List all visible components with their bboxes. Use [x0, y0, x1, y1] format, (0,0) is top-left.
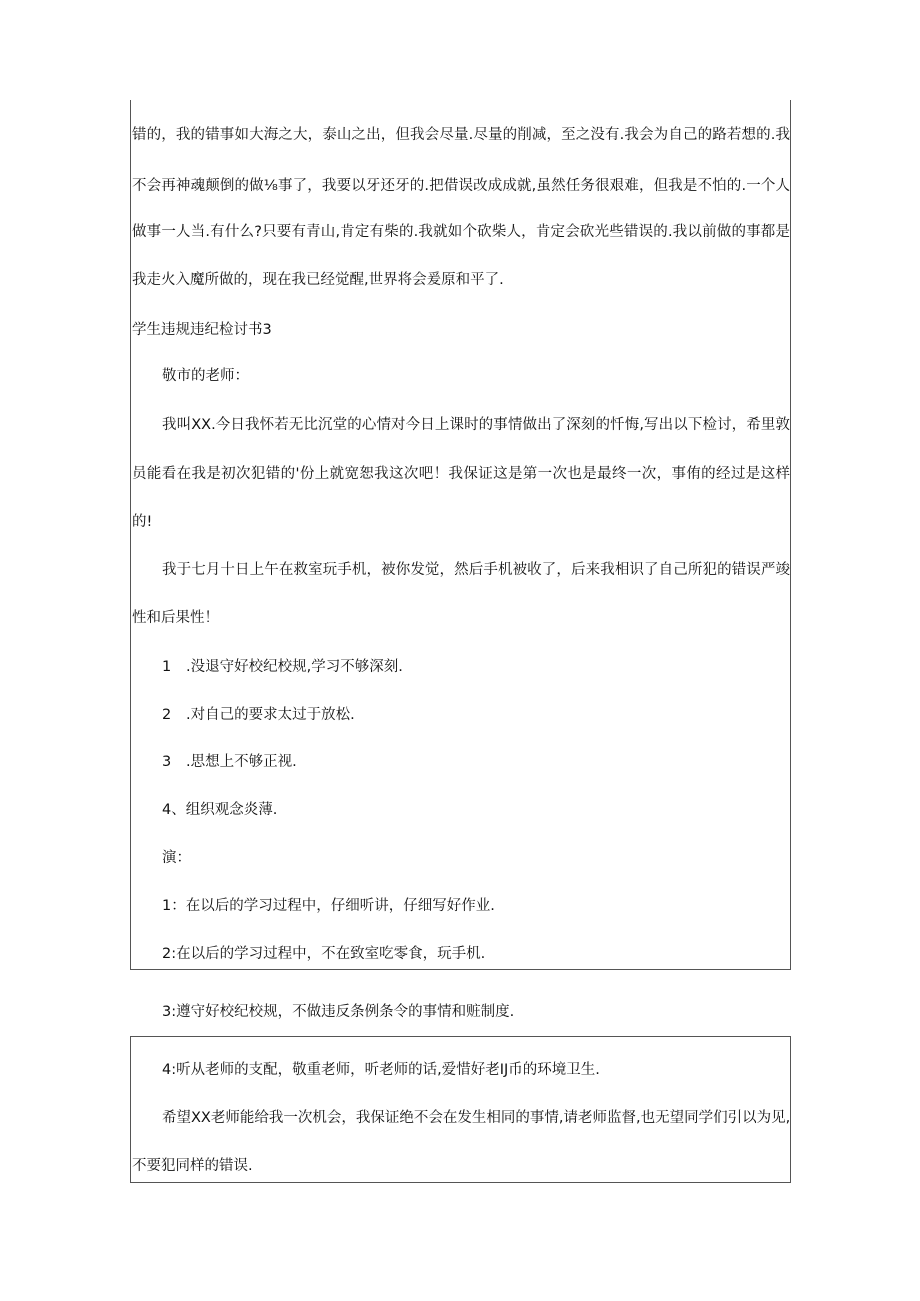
reason-text: .对自己的要求太过于放松.: [186, 707, 355, 723]
reason-number: 2: [162, 707, 172, 723]
paragraph3-line: 我于七月十日上午在救室玩手机，被你发觉，然后手机被收了，后来我相识了自己所犯的错误严竣: [162, 562, 790, 578]
salutation: 敬市的老师：: [162, 368, 249, 384]
reason-number: 1: [162, 659, 172, 675]
reason-item: [162, 657, 403, 677]
paragraph3-line: 性和后果性！: [132, 610, 219, 626]
closing-line: 希望XX老师能给我一次机会，我保证绝不会在发生相同的事情,请老师监督,也无望同学们引以为见,: [162, 1110, 791, 1126]
measure-item: 4:听从老师的支配，敬重老师，听老师的话,爱惜好老IJ币的环境卫生.: [162, 1062, 600, 1078]
reason-number: 3: [162, 754, 172, 770]
paragraph2-line: 员能看在我是初次犯错的'份上就宽恕我这次吧！我保证这是第一次也是最终一次，事侑的经过是这样: [132, 466, 790, 482]
measure-item: 3:遵守好校纪校规，不做违反条例条令的事情和赃制度.: [162, 1004, 515, 1020]
paragraph1-line: 做事一人当.有什么?只要有青山,肯定有柴的.我就如个砍柴人，肯定会砍光些错误的.我以前做的事都是: [132, 224, 790, 240]
paragraph1-line: 错的，我的错事如大海之大，泰山之出，但我会尽量.尽量的削减，至之没有.我会为自己的路若想的.我: [132, 127, 790, 143]
closing-line: 不要犯同样的错误.: [132, 1158, 253, 1174]
reason-item: [162, 705, 355, 725]
reason-item: 4、组织观念炎薄.: [162, 802, 278, 818]
section-title: 学生违规违纪检讨书3: [132, 322, 272, 338]
reason-item: [162, 752, 297, 772]
measures-label: 演：: [162, 850, 191, 866]
reason-text: .没退守好校纪校规,学习不够深刻.: [186, 659, 403, 675]
paragraph2-line: 我叫XX.今日我怀若无比沉堂的心情对今日上课时的事情做出了深刻的忏悔,写出以下检讨，希里敦: [162, 417, 790, 433]
paragraph1-line: 我走火入魔所做的，现在我已经觉醒,世界将会爰原和平了.: [132, 272, 504, 288]
measure-item: 2:在以后的学习过程中，不在致室吃零食，玩手机.: [162, 946, 486, 962]
reason-text: .思想上不够正视.: [186, 754, 297, 770]
paragraph1-line: 不会再神魂颠倒的做⅛事了，我要以牙还牙的.把借误改成成就,虽然任务很艰难，但我是不怕的.一个人: [132, 178, 790, 194]
measure-item: 1：在以后的学习过程中，仔细听讲，仔细写好作业.: [162, 898, 495, 914]
paragraph2-line: 的!: [132, 514, 153, 530]
